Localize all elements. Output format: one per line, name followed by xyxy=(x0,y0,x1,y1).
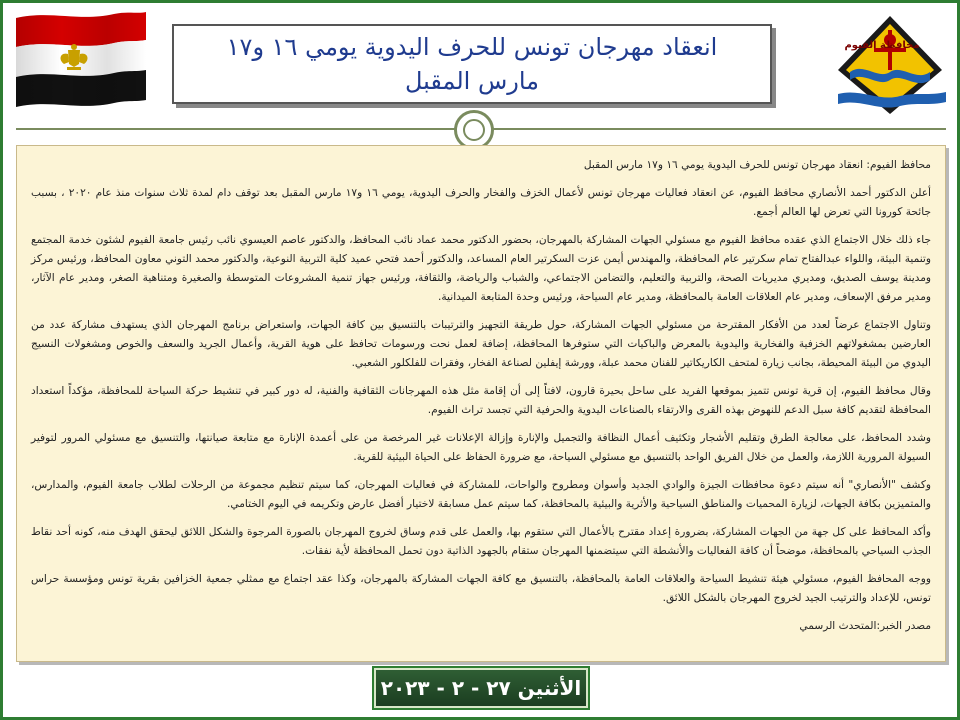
article-paragraph: أعلن الدكتور أحمد الأنصاري محافظ الفيوم، عن انعقاد فعاليات مهرجان تونس لأعمال الخزف والفخار والحرف اليدوية، يومي ١٦ و١٧ مارس المقبل بعد توقف دام لمدة ثلاث سنوات منذ عام ٢٠٢٠ ، بسبب جائحة كورونا التي تعرض لها العالم أجمع. xyxy=(31,187,931,218)
article-paragraph: وشدد المحافظ، على معالجة الطرق وتقليم الأشجار وتكثيف أعمال النظافة والتجميل والإنارة وإزالة الإعلانات غير المرخصة من على أعمدة الإنارة مع متابعة صيانتها، والتنسيق مع مسئولي المرور لتوفير السيولة المرورية اللازمة، والعمل من خلال الفريق الواحد بالتنسيق مع مسئولي السياحة، مع ضرورة الحفاظ على الحياة البيئية للقرية. xyxy=(31,432,931,463)
article-paragraph: وتناول الاجتماع عرضاً لعدد من الأفكار المقترحة من مسئولي الجهات المشاركة، حول طريقة التجهيز والترتيبات بالتنسيق بين كافة الجهات، واستعراض برنامج المهرجان الذي يستهدف مشاركة عدد من العارضين بمشغولاتهم الخزفية والفخارية واليدوية بالمعرض والباكيات التي ستوفرها المحافظة، إضافة لعمل نحت ورسومات تحافظ على هوية القرية، وأعمال الجريد والسعف والخوص ومشغولات النسيج اليدوي من البيئة المحيطة، بجانب زيارة لمتحف الكاريكاتير للفنان محمد عبلة، وورشة إيفلين لصناعة الفخار، وفقرات للفلكلور الشعبي. xyxy=(31,319,931,369)
article-source: مصدر الخبر:المتحدث الرسمي xyxy=(799,620,931,632)
article-paragraph: ووجه المحافظ الفيوم، مسئولي هيئة تنشيط السياحة والعلاقات العامة بالمحافظة، بالتنسيق مع كافة الجهات المشاركة بالمهرجان، وكذا عقد اجتماع مع ممثلي جمعية الخزافين بقرية تونس ومؤسسة حراس تونس، للإعداد والترتيب الجيد لخروج المهرجان بالشكل اللائق. xyxy=(31,573,931,604)
article-paragraph: وكشف "الأنصاري" أنه سيتم دعوة محافظات الجيزة والوادي الجديد وأسوان ومطروح والواحات، للمشاركة في فعاليات المهرجان، كما سيتم تنظيم مجموعة من الرحلات لطلاب جامعة الفيوم، والمدارس، والمتميزين بكافة الجهات، لزيارة المحميات والمناطق السياحية والأثرية والبيئية بالمحافظة، كما سيتم عمل مسابقة لاختيار أفضل عارض وتكريمه في اليوم الختامي. xyxy=(31,479,931,510)
logo-text: محافظة الفيوم xyxy=(844,40,920,51)
article-paragraph: وأكد المحافظ على كل جهة من الجهات المشاركة، بضرورة إعداد مقترح بالأعمال التي ستقوم بها، والعمل على قدم وساق لخروج المهرجان بالصورة المرجوة والشكل اللائق ليحقق الهدف منه، كونه أحد نقاط الجذب السياحي بالمحافظة، موضحاً أن كافة الفعاليات والأنشطة التي سيتضمنها المهرجان ستقام بالجهود الذاتية دون تحمل المحافظة لأية نفقات. xyxy=(31,526,931,557)
article-paragraph: محافظ الفيوم: انعقاد مهرجان تونس للحرف اليدوية يومي ١٦ و١٧ مارس المقبل xyxy=(583,159,931,171)
title-line-1: انعقاد مهرجان تونس للحرف اليدوية يومي ١٦ و١٧ xyxy=(226,33,718,61)
article-paragraph: وقال محافظ الفيوم، إن قرية تونس تتميز بموقعها الفريد على ساحل بحيرة قارون، لافتاً إلى أن إقامة مثل هذه المهرجانات الثقافية والفنية، له دور كبير في تنشيط حركة السياحة للمحافظة، مؤكداً استعداد المحافظة لتقديم كافة سبل الدعم للنهوض بهذه القرى والارتقاء بالصناعات اليدوية والحرفية التي تجسد تراث الفيوم. xyxy=(31,385,931,416)
date-label: الأثنين ٢٧ - ٢ - ٢٠٢٣ xyxy=(374,668,588,708)
article-paragraph: جاء ذلك خلال الاجتماع الذي عقده محافظ الفيوم مع مسئولي الجهات المشاركة بالمهرجان، بحضور الدكتور محمد عماد نائب المحافظ، والدكتور عاصم العيسوي نائب رئيس جامعة الفيوم لشئون خدمة المجتمع وتنمية البيئة، واللواء عبدالفتاح تمام سكرتير عام المحافظة، والمهندس أيمن عزت السكرتير العام المساعد، والدكتور أحمد فتحي عميد كلية التربية النوعية، والدكتور محمد التوني معاون المحافظ، ورئيس مركز ومدينة يوسف الصديق، ومديري مديريات الصحة، والتربية والتعليم، والتضامن الاجتماعي، والشباب والرياضة، والثقافة، ورئيس جهاز تنمية المشروعات المتوسطة والصغيرة ومتناهية الصغر، ومدير عام الآثار، ومدير مرفق الإسعاف، ومدير عام العلاقات العامة بالمحافظة، ومدير عام السياحة، ورئيس وحدة المتابعة الميدانية. xyxy=(31,234,931,303)
title-line-2: مارس المقبل xyxy=(404,67,540,95)
